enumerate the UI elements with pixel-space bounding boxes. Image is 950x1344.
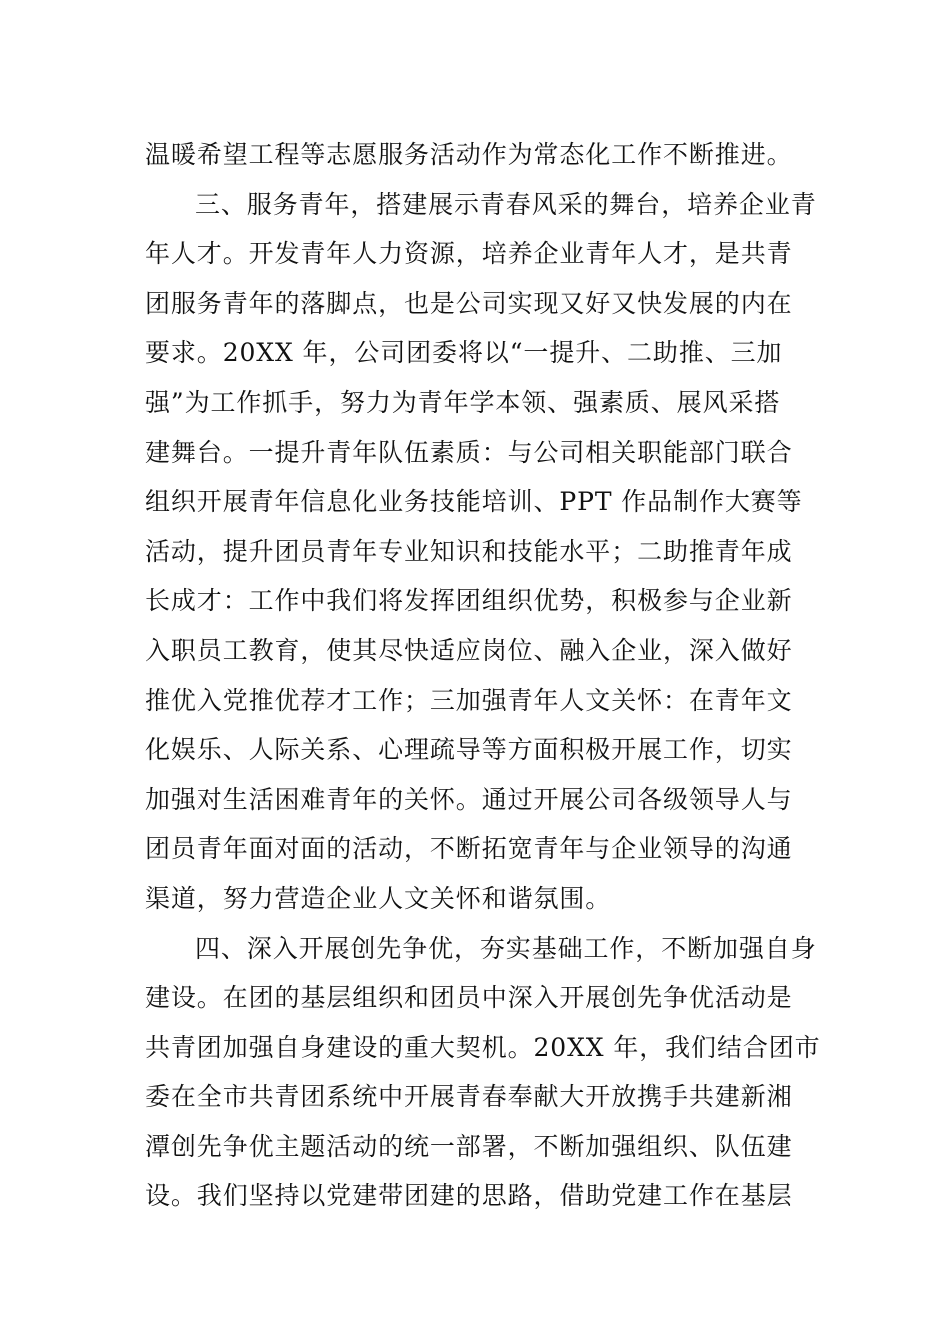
text-line: 长成才：工作中我们将发挥团组织优势，积极参与企业新 [145, 586, 793, 616]
text-line: 设。我们坚持以党建带团建的思路，借助党建工作在基层 [145, 1181, 793, 1211]
text-line: 加强对生活困难青年的关怀。通过开展公司各级领导人与 [145, 784, 793, 814]
text-line: 建设。在团的基层组织和团员中深入开展创先争优活动是 [145, 983, 793, 1013]
text-line: 建舞台。一提升青年队伍素质：与公司相关职能部门联合 [145, 437, 793, 467]
text-line: 推优入党推优荐才工作；三加强青年人文关怀：在青年文 [145, 685, 793, 715]
text-line: 温暖希望工程等志愿服务活动作为常态化工作不断推进。 [145, 140, 793, 169]
text-line: 团员青年面对面的活动，不断拓宽青年与企业领导的沟通 [145, 834, 793, 864]
paragraph-heading-four: 四、深入开展创先争优，夯实基础工作，不断加强自身 [195, 933, 817, 963]
text-line: 组织开展青年信息化业务技能培训、PPT 作品制作大赛等 [145, 487, 803, 517]
paragraph-heading-three: 三、服务青年，搭建展示青春风采的舞台，培养企业青 [195, 189, 817, 219]
text-line: 强”为工作抓手，努力为青年学本领、强素质、展风采搭 [145, 387, 781, 417]
text-line: 团服务青年的落脚点，也是公司实现又好又快发展的内在 [145, 288, 793, 318]
text-line: 渠道，努力营造企业人文关怀和谐氛围。 [145, 883, 612, 913]
text-line: 活动，提升团员青年专业知识和技能水平；二助推青年成 [145, 536, 793, 566]
text-line: 共青团加强自身建设的重大契机。20XX 年，我们结合团市 [145, 1032, 821, 1062]
body-text [145, 130, 821, 1221]
text-line: 入职员工教育，使其尽快适应岗位、融入企业，深入做好 [145, 635, 793, 665]
text-line: 要求。20XX 年，公司团委将以“一提升、二助推、三加 [145, 338, 783, 368]
text-line: 化娱乐、人际关系、心理疏导等方面积极开展工作，切实 [145, 735, 793, 765]
text-line: 年人才。开发青年人力资源，培养企业青年人才，是共青 [145, 239, 793, 269]
text-line: 潭创先争优主题活动的统一部署，不断加强组织、队伍建 [145, 1131, 793, 1161]
text-line: 委在全市共青团系统中开展青春奉献大开放携手共建新湘 [145, 1082, 793, 1112]
